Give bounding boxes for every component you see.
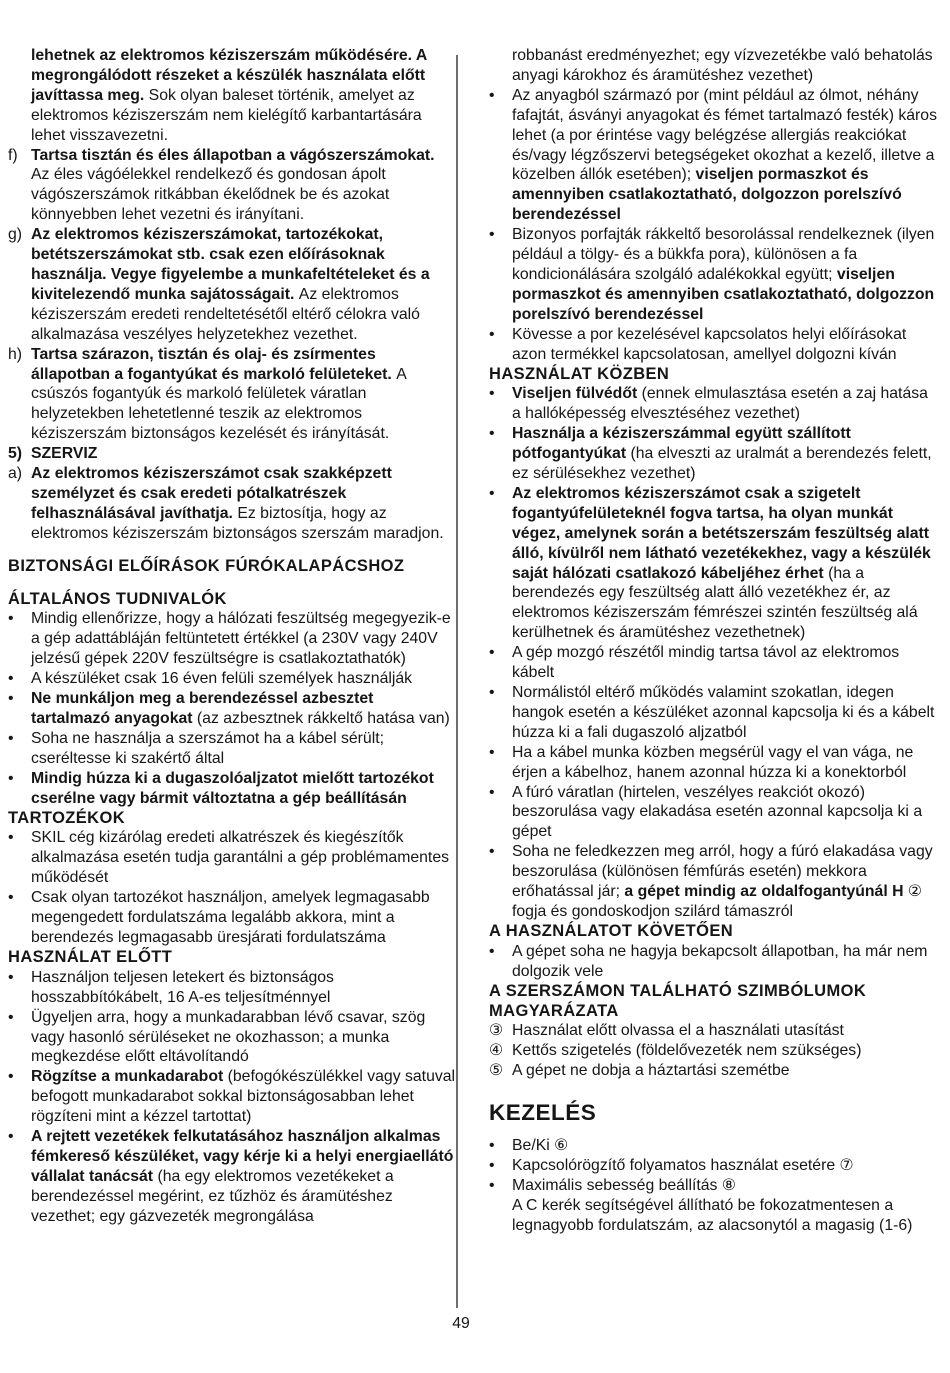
- bullet-icon: •: [8, 829, 14, 847]
- list-item: [8, 444, 456, 464]
- bullet-icon: •: [489, 843, 495, 861]
- list-item: [489, 1136, 939, 1156]
- chapter-title: KEZELÉS: [489, 1100, 597, 1126]
- left-column: [8, 46, 456, 1227]
- list-item: [8, 769, 456, 809]
- list-item: [8, 968, 456, 1008]
- bullet-icon: •: [489, 783, 495, 801]
- bullet-icon: •: [8, 968, 14, 986]
- item-text: Bizonyos porfajták rákkeltő besorolással rendelkeznek (ilyen például a tölgy- és a bükkfa pora), különösen a fa kondicionálására szolgáló adalékokkal együtt; viseljen pormaszkot és amennyiben csatlakoztatható, dolgozzon porelszívó berendezéssel: [512, 226, 935, 323]
- item-text: Ha a kábel munka közben megsérül vagy el van vága, ne érjen a kábelhoz, hanem azonnal húzza ki a konektorból: [512, 743, 914, 781]
- bullet-icon: •: [489, 484, 495, 502]
- item-text: A rejtett vezetékek felkutatásához használjon alkalmas fémkereső készüléket, vagy kérje ki a helyi energiaellátó vállalat tanácsát (ha egy elektromos vezetékeket a berendezéssel megérint, ez tűzhöz és áramütéshez vezethet; egy gázvezeték megrongálása: [31, 1128, 454, 1225]
- item-text: Mindig húzza ki a dugaszolóaljzatot mielőtt tartozékot cserélne vagy bármit változtatna a gép beállításán: [31, 769, 434, 807]
- item-text: SZERVIZ: [31, 445, 98, 463]
- item-text: Csak olyan tartozékot használjon, amelyek legmagasabb megengedett fordulatszáma legalább akkora, mint a berendezés legmagasabb üresjárati fordulatszáma: [31, 889, 430, 946]
- item-text: Soha ne feledkezzen meg arról, hogy a fúró elakadása vagy beszorulása (különösen fémfúrás esetén) mekkora erőhatással jár; a gépet mindig az oldalfogantyúnál H ② fogja és gondoskodjon szilárd támaszról: [512, 843, 933, 920]
- item-text: Viseljen fülvédőt (ennek elmulasztása esetén a zaj hatása a hallóképesség elvesztéséhez vezethet): [512, 385, 928, 423]
- item-text: Be/Ki ⑥: [512, 1137, 569, 1155]
- list-item: [8, 729, 456, 769]
- list-item: [489, 325, 939, 365]
- bullet-icon: •: [8, 769, 14, 787]
- column-divider: [456, 55, 458, 1308]
- list-item: [8, 1008, 456, 1068]
- list-item: [8, 146, 456, 226]
- item-marker: a): [8, 465, 23, 483]
- list-item: [8, 669, 456, 689]
- bullet-icon: •: [8, 670, 14, 688]
- item-text: Az elektromos kéziszerszámokat, tartozékokat, betétszerszámokat stb. csak ezen előírásoknak használja. Vegye figyelembe a munkafeltételeket és a kivitelezendő munka sajátosságait. Az elektromos kéziszerszám eredeti rendeltetésétől eltérő célokra való alkalmazása veszélyes helyzetekhez vezethet.: [31, 226, 430, 343]
- item-marker: 5): [8, 445, 23, 463]
- list-item: [489, 225, 939, 325]
- paragraph: [8, 46, 456, 146]
- list-item: [489, 942, 939, 982]
- section-heading: HASZNÁLAT KÖZBEN: [489, 364, 670, 383]
- list-item: [8, 609, 456, 669]
- item-text: A gépet ne dobja a háztartási szemétbe: [512, 1062, 790, 1080]
- section-heading: A SZERSZÁMON TALÁLHATÓ SZIMBÓLUMOK MAGYARÁZATA: [489, 981, 867, 1020]
- bullet-icon: •: [489, 425, 495, 443]
- item-marker: f): [8, 146, 18, 164]
- item-text: Kapcsolórögzítő folyamatos használat esetére ⑦: [512, 1157, 854, 1175]
- list-item: [8, 1127, 456, 1227]
- circled-number-icon: ⑤: [489, 1062, 504, 1080]
- section-heading: ÁLTALÁNOS TUDNIVALÓK: [8, 589, 227, 608]
- item-text: Ügyeljen arra, hogy a munkadarabban lévő csavar, szög vagy hasonló sérüléseket ne okozhasson; a munka megkezdése előtt eltávolítandó: [31, 1008, 426, 1066]
- list-item: [489, 643, 939, 683]
- item-text: Az elektromos kéziszerszámot csak a szigetelt fogantyúfelületeknél fogva tartsa, ha olyan munkát végez, amelynek során a betétszerszám feszültség alatt álló, kívülről nem látható vezetékekhez, vagy a készülék saját hálózati csatlakozó kábeljéhez érhet (ha a berendezés egy feszültség alatt álló vezetékhez ér, az elektromos kéziszerszám fémrészei szintén feszültség alá kerülhetnek és áramütéshez vezethetnek): [512, 484, 931, 642]
- section-heading: A HASZNÁLATOT KÖVETŐEN: [489, 921, 734, 940]
- item-text: Az anyagból származó por (mint például az ólmot, néhány fafajtát, ásványi anyagokat és fémet tartalmazó festék) káros lehet (a por érintése vagy belégzése allergiás reakciókat és/vagy légzőszervi betegségeket okozhat a kezelő, illetve a közelben állók esetében); viseljen pormaszkot és amennyiben csatlakoztatható, dolgozzon porelszívó berendezéssel: [512, 86, 937, 224]
- bullet-icon: •: [489, 1176, 495, 1194]
- item-text: A készüléket csak 16 éven felüli személyek használják: [31, 670, 413, 688]
- list-item: [489, 384, 939, 424]
- item-text: Használjon teljesen letekert és biztonságos hosszabbítókábelt, 16 A-es teljesítménnyel: [31, 968, 334, 1006]
- list-item: [489, 743, 939, 783]
- list-item: [489, 86, 939, 225]
- list-item: [489, 1041, 939, 1061]
- list-item: [489, 842, 939, 922]
- item-text: Mindig ellenőrizze, hogy a hálózati feszültség megegyezik-e a gép adattábláján feltüntetett értékkel (a 230V vagy 240V jelzésű gépek 220V feszültségre is csatlakoztathatók): [31, 610, 451, 668]
- list-item: [489, 1021, 939, 1041]
- section-heading: HASZNÁLAT ELŐTT: [8, 947, 173, 966]
- bullet-icon: •: [8, 1068, 14, 1086]
- bullet-icon: •: [489, 1157, 495, 1175]
- list-item: [489, 683, 939, 743]
- item-text: Kettős szigetelés (földelővezeték nem szükséges): [512, 1042, 862, 1060]
- list-item: [8, 689, 456, 729]
- bullet-icon: •: [489, 942, 495, 960]
- item-text: Használat előtt olvassa el a használati utasítást: [512, 1022, 844, 1040]
- item-marker: g): [8, 226, 23, 244]
- list-item: [8, 345, 456, 445]
- item-text: Soha ne használja a szerszámot ha a kábel sérült; cseréltesse ki szakértő által: [31, 729, 385, 767]
- item-text: A gép mozgó részétől mindig tartsa távol az elektromos kábelt: [512, 644, 900, 682]
- item-text: A C kerék segítségével állítható be fokozatmentesen a legnagyobb fordulatszám, az alacsonytól a magasig (1-6): [512, 1196, 913, 1234]
- list-item: [8, 828, 456, 888]
- item-text: A fúró váratlan (hirtelen, veszélyes reakciót okozó) beszorulása vagy elakadása esetén azonnal kapcsolja ki a gépet: [512, 783, 923, 841]
- item-text: lehetnek az elektromos kéziszerszám működésére. A megrongálódott részeket a készülék használata előtt javíttassa meg. Sok olyan baleset történik, amelyet az elektromos kéziszerszám nem kielégítő karbantartására lehet visszavezetni.: [31, 47, 427, 144]
- circled-number-icon: ④: [489, 1042, 504, 1060]
- bullet-icon: •: [8, 1008, 14, 1026]
- bullet-icon: •: [8, 690, 14, 708]
- list-item: [8, 225, 456, 344]
- list-item: [489, 484, 939, 643]
- list-item: [489, 1061, 939, 1081]
- list-item: [489, 1176, 939, 1196]
- item-text: Az elektromos kéziszerszámot csak szakképzett személyzet és csak eredeti pótalkatrészek felhasználásával javíthatja. Ez biztosítja, hogy az elektromos kéziszerszám biztonságos szerszám maradjon.: [31, 465, 444, 542]
- list-item: [489, 783, 939, 843]
- list-item: [8, 888, 456, 948]
- list-item: [8, 464, 456, 544]
- circled-number-icon: ③: [489, 1022, 504, 1040]
- bullet-icon: •: [8, 610, 14, 628]
- bullet-icon: •: [489, 325, 495, 343]
- paragraph: [489, 46, 939, 86]
- item-text: Tartsa tisztán és éles állapotban a vágószerszámokat. Az éles vágóélekkel rendelkező és gondosan ápolt vágószerszámok ritkábban ékelődnek be és azokat könnyebben lehet vezetni és irányítani.: [31, 146, 435, 224]
- section-heading: BIZTONSÁGI ELŐÍRÁSOK FÚRÓKALAPÁCSHOZ: [8, 556, 405, 575]
- bullet-icon: •: [489, 684, 495, 701]
- bullet-icon: •: [489, 86, 495, 104]
- item-marker: h): [8, 345, 23, 363]
- item-text: Maximális sebesség beállítás ⑧: [512, 1176, 737, 1194]
- list-item: [489, 424, 939, 484]
- bullet-icon: •: [8, 889, 14, 907]
- bullet-icon: •: [489, 226, 495, 244]
- item-text: Normálistól eltérő működés valamint szokatlan, idegen hangok esetén a készüléket azonnal kapcsolja ki és a kábelt húzza ki a fali dugaszoló aljzatból: [512, 684, 935, 741]
- item-text: robbanást eredményezhet; egy vízvezetékbe való behatolás anyagi károkhoz és áramütéshez vezethet): [512, 47, 933, 84]
- page-number: 49: [452, 1315, 470, 1332]
- item-text: A gépet soha ne hagyja bekapcsolt állapotban, ha már nem dolgozik vele: [512, 942, 928, 980]
- item-text: Ne munkáljon meg a berendezéssel azbesztet tartalmazó anyagokat (az azbesztnek rákkeltő hatása van): [31, 690, 450, 727]
- list-item: [8, 1067, 456, 1127]
- item-text: Tartsa szárazon, tisztán és olaj- és zsírmentes állapotban a fogantyúkat és markoló felületeket. A csúszós fogantyúk és markoló felületek váratlan helyzetekben lehetetlenné teszik az elektromos kéziszerszám biztonságos kezelését és irányítását.: [31, 345, 406, 443]
- bullet-icon: •: [8, 1128, 14, 1146]
- item-text: Kövesse a por kezelésével kapcsolatos helyi előírásokat azon termékkel kapcsolatosan, amellyel dolgozni kíván: [512, 325, 907, 363]
- bullet-icon: •: [8, 729, 14, 747]
- item-text: Használja a kéziszerszámmal együtt szállított pótfogantyúkat (ha elveszti az uralmát a berendezés felett, ez sérülésekhez vezethet): [512, 425, 932, 483]
- item-text: SKIL cég kizárólag eredeti alkatrészek és kiegészítők alkalmazása esetén tudja garantálni a gép problémamentes működését: [31, 829, 450, 887]
- bullet-icon: •: [489, 385, 495, 403]
- section-heading: TARTOZÉKOK: [8, 808, 126, 827]
- right-column: [489, 46, 939, 1236]
- bullet-icon: •: [489, 644, 495, 662]
- bullet-icon: •: [489, 743, 495, 761]
- list-item: [489, 1156, 939, 1176]
- item-text: Rögzítse a munkadarabot (befogókészülékkel vagy satuval befogott munkadarabot sokkal biztonságosabban lehet rögzíteni mint a kézzel tartottat): [31, 1068, 456, 1126]
- bullet-icon: •: [489, 1137, 495, 1155]
- paragraph: [489, 1196, 939, 1236]
